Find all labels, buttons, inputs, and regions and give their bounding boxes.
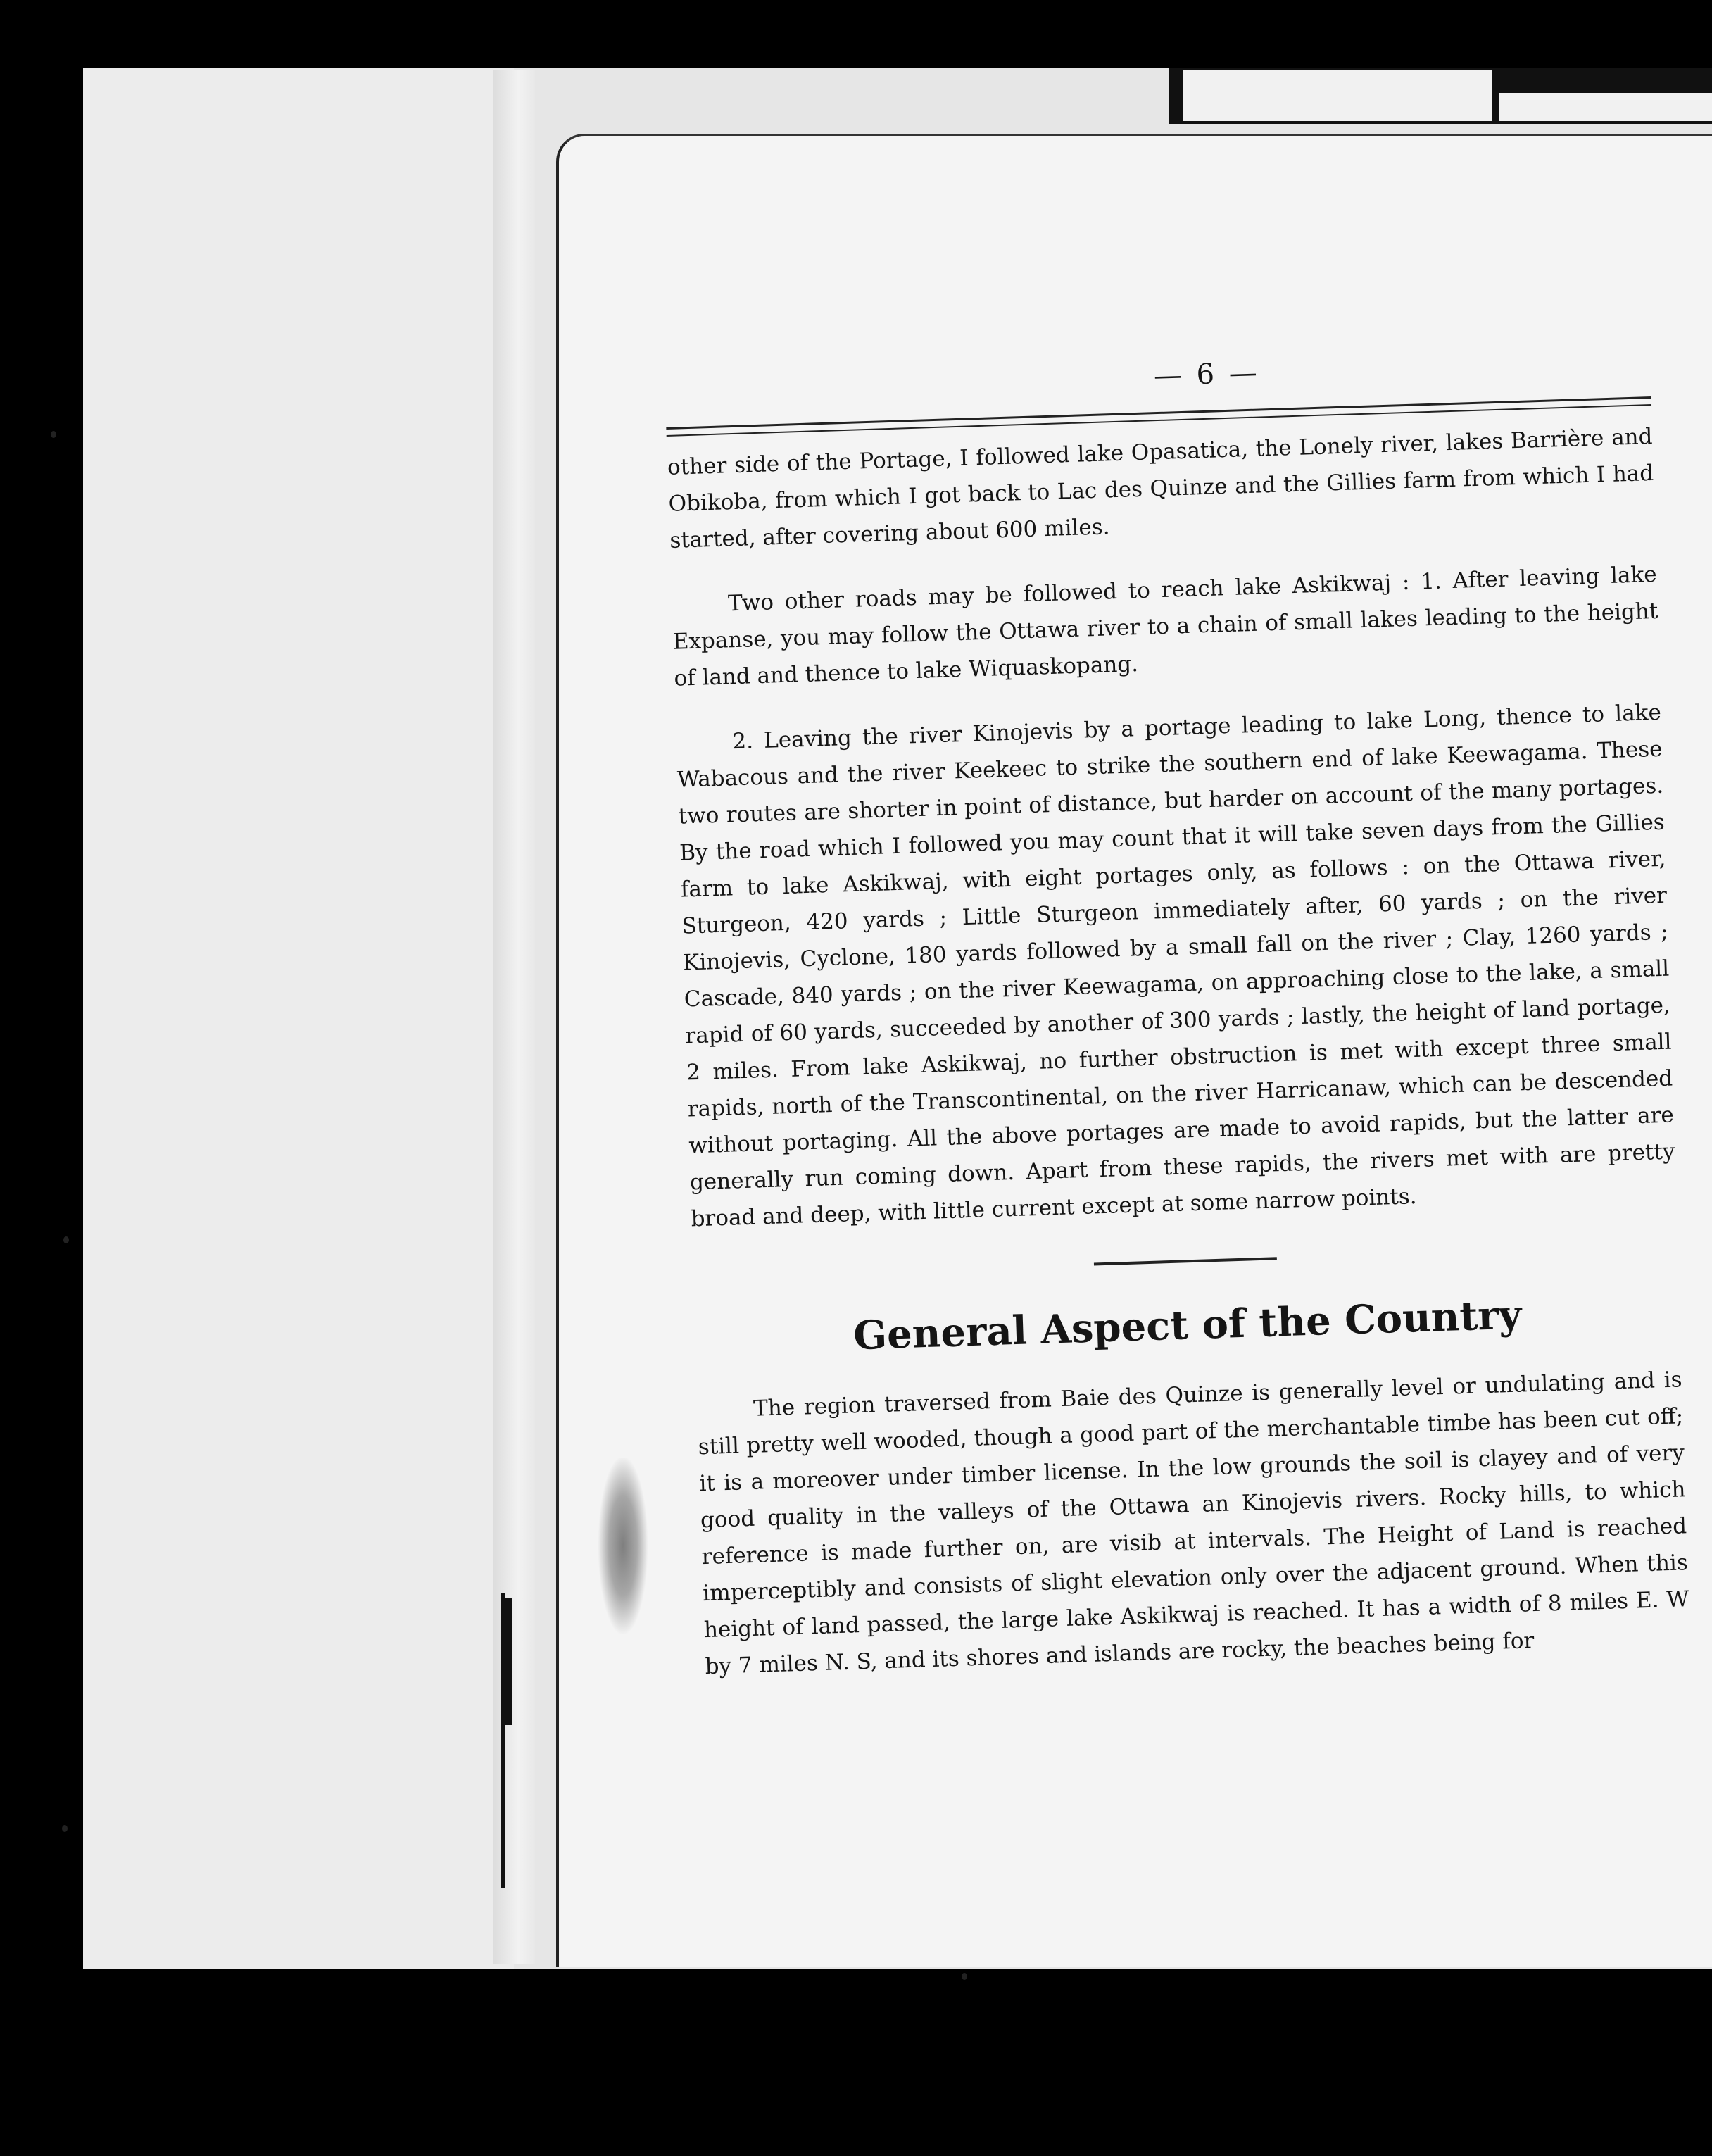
document-page — [556, 134, 1712, 1967]
section-divider — [1094, 1257, 1277, 1265]
top-edge-paper — [1183, 70, 1492, 121]
margin-bar-thick — [504, 1598, 512, 1725]
dust-speck — [62, 1825, 68, 1832]
dust-speck — [962, 1973, 967, 1980]
paragraph-portages: 2. Leaving the river Kinojevis by a portage leading to lake Long, thence to lake Wabacous and the river Keekeec to strike the southern end of lake Keewagama. These two routes are shorter in point of distance, but harder on account of the many portages. By the road which I followed you may count that it will take seven days from the Gillies farm to lake Askikwaj, with eight portages only, as follows : on the Ottawa river, Sturgeon, 420 yards ; Little Sturgeon immediately after, 60 yards ; on the river Kinojevis, Cyclone, 180 yards followed by a small fall on the river ; Clay, 1260 yards ; Cascade, 840 yards ; on the river Keewagama, on approaching close to the lake, a small rapid of 60 yards, succeeded by another of 300 yards ; lastly, the height of land portage, 2 miles. From lake Askikwaj, no further obstruction is met with except three small rapids, north of the Transcontinental, on the river Harricanaw, which can be descended without portaging. All the above portages are made to avoid rapids, but the latter are generally run coming down. Apart from these rapids, the rivers met with are pretty broad and deep, with little current except at some narrow points. — [676, 699, 1675, 1232]
section-heading: General Aspect of the Country — [852, 1291, 1523, 1360]
dust-speck — [63, 1236, 69, 1243]
ink-smudge — [598, 1458, 648, 1634]
page-content — [665, 344, 1691, 1685]
paragraph-continued: other side of the Portage, I followed lake Opasatica, the Lonely river, lakes Barrière and Obikoba, from which I got back to Lac des Quinze and the Gillies farm from which I had started, after covering about 600 miles. — [667, 423, 1654, 553]
page-number: — 6 — — [1153, 356, 1261, 393]
top-edge-paper-right — [1499, 93, 1712, 121]
paragraph-two-roads: Two other roads may be followed to reach lake Askikwaj : 1. After leaving lake Expanse, you may follow the Ottawa river to a chain of small lakes leading to the height of land and thence to lake Wiquaskopang. — [672, 561, 1658, 691]
paragraph-general-aspect: The region traversed from Baie des Quinze is generally level or undulating and is still pretty well wooded, though a good part of the merchantable timbe has been cut off; it is a moreover under timber license. In the low grounds the soil is clayey and of very good quality in the valleys of the Ottawa an Kinojevis rivers. Rocky hills, to which reference is made further on, are visib at intervals. The Height of Land is reached imperceptibly and consists of slight elevation only over the adjacent ground. When this height of land passed, the large lake Askikwaj is reached. It has a width of 8 miles E. W by 7 miles N. S, and its shores and islands are rocky, the beaches being for — [698, 1367, 1689, 1680]
dust-speck — [51, 431, 56, 438]
